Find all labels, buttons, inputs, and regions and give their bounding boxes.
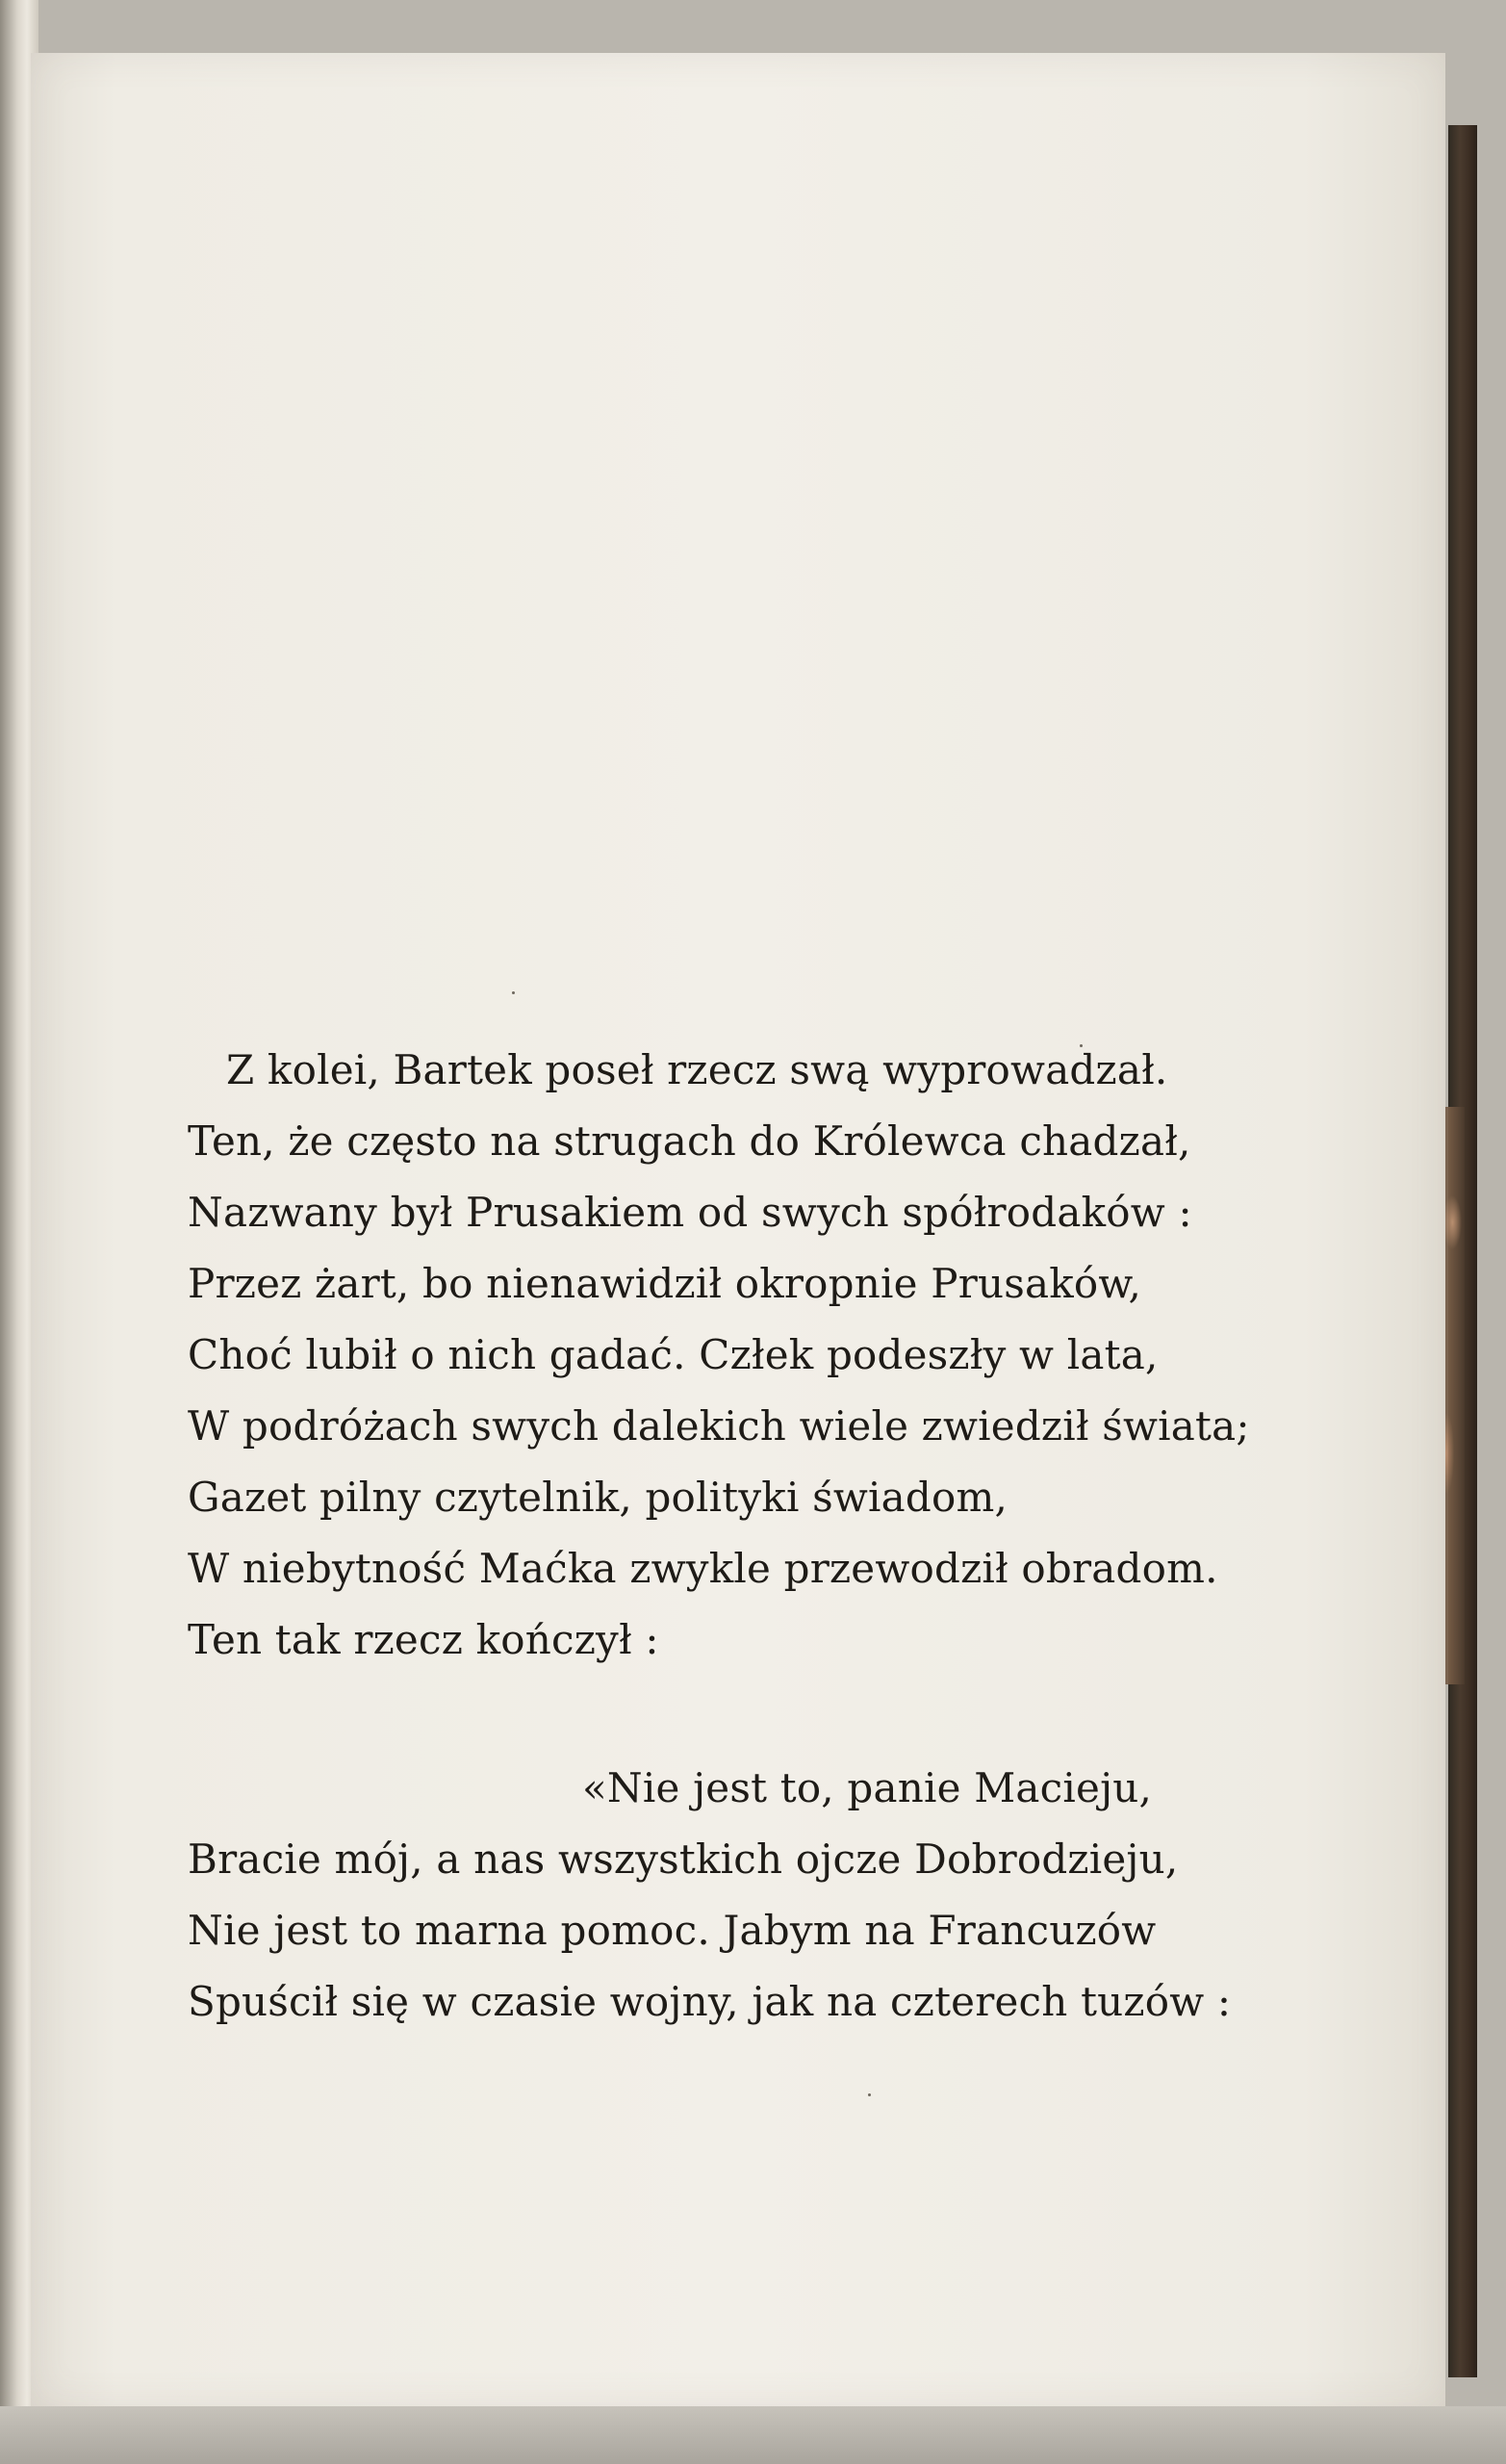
paper-speck [512,991,515,994]
poem-line: «Nie jest to, panie Macieju, [582,1764,1153,1811]
stanza-gap [188,1676,1246,1753]
poem-text [188,1035,1250,2038]
poem-line: Przez żart, bo nienawidził okropnie Prusaków, [188,1260,1142,1307]
poem-line: Ten tak rzecz kończył : [188,1616,659,1663]
poem-line: W podróżach swych dalekich wiele zwiedził świata; [188,1402,1250,1450]
poem-line: Spuścił się w czasie wojny, jak na czterech tuzów : [188,1978,1232,2025]
background-surface [0,2406,1506,2464]
poem-line: W niebytność Maćka zwykle przewodził obradom. [188,1545,1218,1592]
poem-line: Nazwany był Prusakiem od swych spółrodaków : [188,1189,1192,1236]
poem-line: Ten, że często na strugach do Królewca chadzał, [188,1117,1191,1165]
poem-line: Nie jest to marna pomoc. Jabym na Francuzów [188,1907,1157,1954]
poem-line: Choć lubił o nich gadać. Człek podeszły w lata, [188,1331,1159,1378]
poem-line: Bracie mój, a nas wszystkich ojcze Dobrodzieju, [188,1835,1179,1883]
poem-line: Z kolei, Bartek poseł rzecz swą wyprowadzał. [226,1046,1168,1093]
poem-line: Gazet pilny czytelnik, polityki świadom, [188,1474,1008,1521]
paper-speck [868,2093,871,2096]
